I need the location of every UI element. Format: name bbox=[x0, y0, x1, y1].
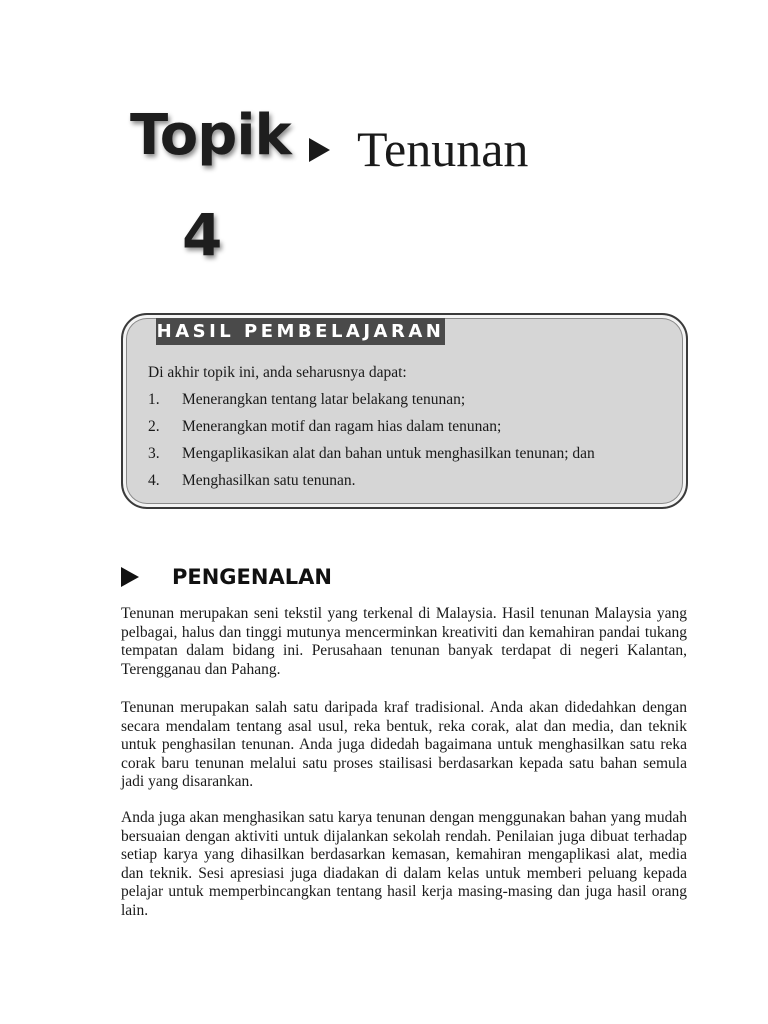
learning-outcomes-intro: Di akhir topik ini, anda seharusnya dapat: bbox=[148, 364, 407, 381]
list-item-text: Menghasilkan satu tenunan. bbox=[182, 472, 356, 489]
list-item-text: Menerangkan motif dan ragam hias dalam tenunan; bbox=[182, 418, 502, 435]
list-item-number: 1. bbox=[148, 391, 160, 408]
list-item bbox=[148, 444, 595, 471]
list-item bbox=[148, 471, 595, 498]
section-arrow-icon bbox=[121, 567, 139, 587]
topic-number: 4 bbox=[182, 201, 223, 269]
list-item bbox=[148, 417, 595, 444]
learning-outcomes-list bbox=[148, 390, 595, 498]
list-item-text: Mengaplikasikan alat dan bahan untuk menghasilkan tenunan; dan bbox=[182, 445, 595, 462]
list-item-text: Menerangkan tentang latar belakang tenunan; bbox=[182, 391, 466, 408]
page-title: Tenunan bbox=[357, 121, 529, 177]
list-item-number: 4. bbox=[148, 472, 160, 489]
body-paragraph-3: Anda juga akan menghasikan satu karya tenunan dengan menggunakan bahan yang mudah bersuaian dengan aktiviti untuk dijalankan sekolah rendah. Penilaian juga dibuat terhadap setiap karya yang dihasilkan berdasarkan kemasan, kemahiran mengaplikasi alat, media dan teknik. Sesi apresiasi juga diadakan di dalam kelas untuk memberi peluang kepada pelajar untuk memperbincangkan tentang hasil kerja masing-masing dan juga hasil orang lain. bbox=[121, 809, 687, 919]
list-item bbox=[148, 390, 595, 417]
learning-outcomes-heading: HASIL PEMBELAJARAN bbox=[156, 318, 445, 345]
list-item-number: 2. bbox=[148, 418, 160, 435]
play-arrow-icon bbox=[309, 138, 330, 162]
body-paragraph-2: Tenunan merupakan salah satu daripada kraf tradisional. Anda akan didedahkan dengan secara mendalam tentang asal usul, reka bentuk, reka corak, alat dan media, dan teknik untuk penghasilan tenunan. Anda juga didedah bagaimana untuk menghasilkan satu reka corak baru tenunan melalui satu proses stailisasi berdasarkan kepada satu bahan semula jadi yang disarankan. bbox=[121, 699, 687, 791]
topic-label: Topik bbox=[130, 103, 291, 168]
list-item-number: 3. bbox=[148, 445, 160, 462]
section-heading: PENGENALAN bbox=[172, 565, 332, 589]
body-paragraph-1: Tenunan merupakan seni tekstil yang terkenal di Malaysia. Hasil tenunan Malaysia yang pelbagai, halus dan tinggi mutunya mencerminkan kreativiti dan kemahiran pandai tukang tempatan dalam bidang ini. Perusahaan tenunan banyak terdapat di negeri Kalantan, Terengganau dan Pahang. bbox=[121, 605, 687, 678]
